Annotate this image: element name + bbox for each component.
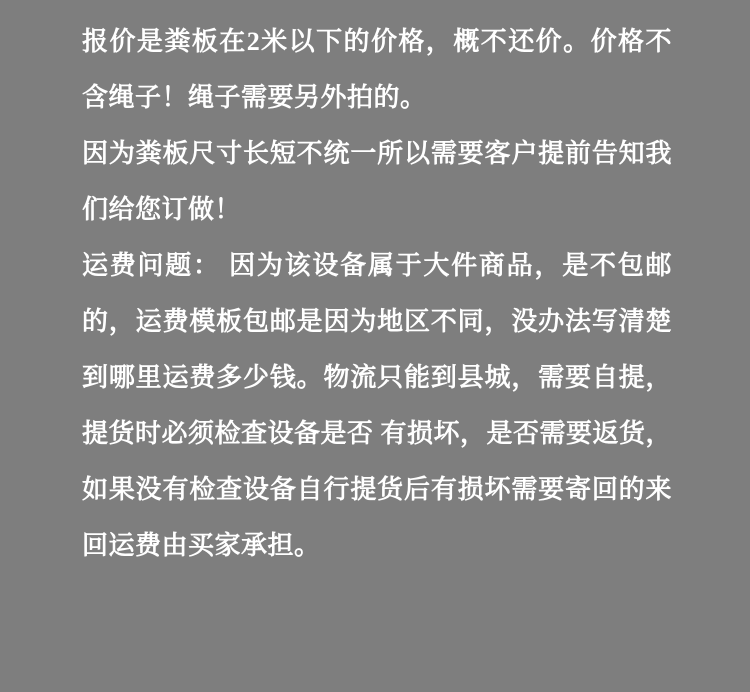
paragraph-shipping: 运费问题： 因为该设备属于大件商品，是不包邮的，运费模板包邮是因为地区不同，没办法写清楚到哪里运费多少钱。物流只能到县城，需要自提，提货时必须检查设备是否 有损坏，是否需要返货，如果没有检查设备自行提货后有损坏需要寄回的来回运费由买家承担。 [82, 251, 673, 560]
paragraph-pricing: 报价是粪板在2米以下的价格，概不还价。价格不含绳子！绳子需要另外拍的。 [82, 27, 672, 112]
paragraph-custom-size: 因为粪板尺寸长短不统一所以需要客户提前告知我们给您订做！ [82, 139, 672, 224]
